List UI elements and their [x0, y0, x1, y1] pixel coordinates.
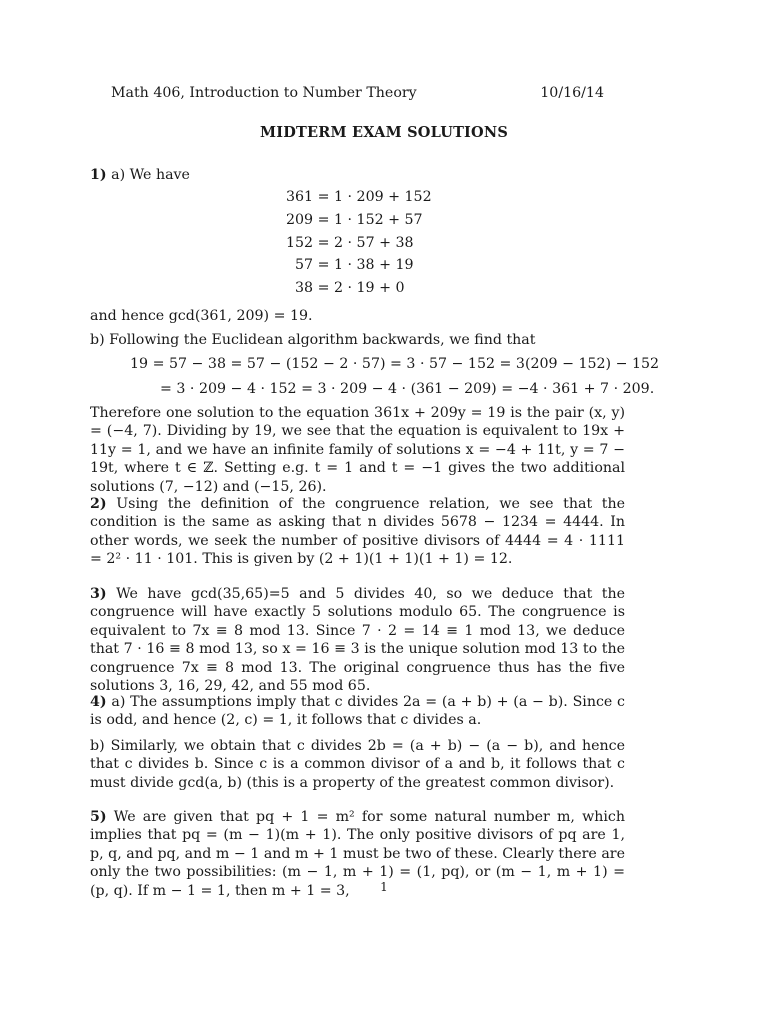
euclid-algorithm-block	[286, 186, 432, 300]
problem-1-intro	[90, 166, 625, 184]
euclid-line: 152 = 2 · 57 + 38	[286, 234, 414, 251]
euclid-line: 57 = 1 · 38 + 19	[295, 257, 414, 274]
problem-2-text: Using the definition of the congruence relation, we see that the condition is the same as asking that n divides 5678 − 1234 = 4444. In other words, we seek the number of positive divisors of 4444 = 4 · 1111 = 2² · 11 · 101. This is given by (2 + 1)(1 + 1)(1 + 1) = 12.	[90, 496, 625, 568]
date-header: 10/16/14	[540, 85, 604, 101]
problem-2	[90, 495, 625, 569]
euclid-line: 38 = 2 · 19 + 0	[295, 280, 405, 297]
problem-1-conclusion: Therefore one solution to the equation 361x + 209y = 19 is the pair (x, y) = (−4, 7). Dividing by 19, we see that the equation is equivalent to 19x + 11y = 1, and we have an infinite family of solutions x = −4 + 11t, y = 7 − 19t, where t ∈ ℤ. Setting e.g. t = 1 and t = −1 gives the two additional solutions (7, −12) and (−15, 26).	[90, 405, 625, 495]
problem-1b-intro: b) Following the Euclidean algorithm backwards, we find that	[90, 332, 536, 348]
problem-4a	[90, 693, 625, 730]
euclid-line: 209 = 1 · 152 + 57	[286, 211, 423, 228]
problem-2-number: 2)	[90, 496, 107, 512]
back-substitution-line-2: = 3 · 209 − 4 · 152 = 3 · 209 − 4 · (361 − 209) = −4 · 361 + 7 · 209.	[160, 381, 655, 397]
problem-3-text: We have gcd(35,65)=5 and 5 divides 40, so we deduce that the congruence will have exactly 5 solutions modulo 65. The congruence is equivalent to 7x ≡ 8 mod 13. Since 7 · 2 = 14 ≡ 1 mod 13, we deduce that 7 · 16 ≡ 8 mod 13, so x = 16 ≡ 3 is the unique solution mod 13 to the congruence 7x ≡ 8 mod 13. The original congruence thus has the five solutions 3, 16, 29, 42, and 55 mod 65.	[90, 586, 626, 695]
course-header: Math 406, Introduction to Number Theory	[111, 85, 417, 101]
problem-1a-intro: a) We have	[111, 167, 190, 183]
problem-4-number: 4)	[90, 694, 107, 710]
problem-3-number: 3)	[90, 586, 107, 602]
problem-3	[90, 585, 625, 695]
problem-5-text: We are given that pq + 1 = m² for some natural number m, which implies that pq = (m − 1)(m + 1). The only positive divisors of pq are 1, p, q, and pq, and m − 1 and m + 1 must be two of these. Clearly there are only the two possibilities: (m − 1, m + 1) = (1, pq), or (m − 1, m + 1) = (p, q). If m − 1 = 1, then m + 1 = 3,	[90, 809, 626, 899]
problem-5-number: 5)	[90, 809, 107, 825]
problem-1-number: 1)	[90, 167, 107, 183]
euclid-line: 361 = 1 · 209 + 152	[286, 189, 432, 205]
problem-4a-text: a) The assumptions imply that c divides 2a = (a + b) + (a − b). Since c is odd, and hence (2, c) = 1, it follows that c divides a.	[90, 694, 626, 729]
gcd-result: and hence gcd(361, 209) = 19.	[90, 308, 313, 324]
back-substitution-line-1: 19 = 57 − 38 = 57 − (152 − 2 · 57) = 3 · 57 − 152 = 3(209 − 152) − 152	[130, 356, 660, 372]
page-title: MIDTERM EXAM SOLUTIONS	[259, 124, 508, 141]
problem-4b: b) Similarly, we obtain that c divides 2b = (a + b) − (a − b), and hence that c divides b. Since c is a common divisor of a and b, it follows that c must divide gcd(a, b) (this is a property of the greatest common divisor).	[90, 738, 625, 791]
page-number: 1	[380, 880, 388, 894]
